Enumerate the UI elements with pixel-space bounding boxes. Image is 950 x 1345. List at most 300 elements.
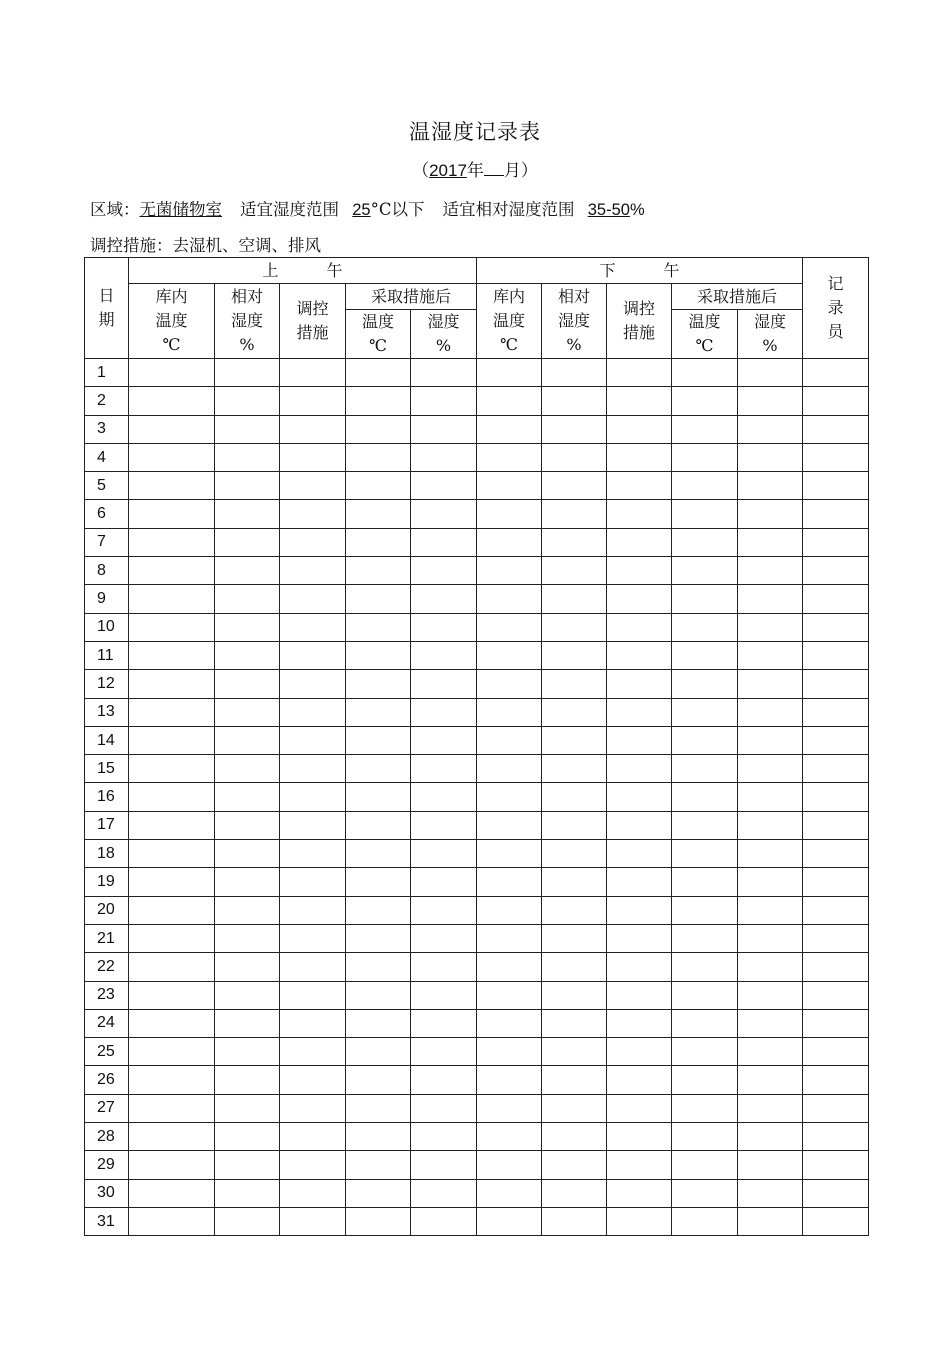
am-control-cell[interactable] [280, 443, 346, 471]
am-relative-humidity-cell[interactable] [215, 896, 280, 924]
am-control-cell[interactable] [280, 472, 346, 500]
am-after-humidity-cell[interactable] [411, 1066, 477, 1094]
pm-storage-temp-cell[interactable] [477, 528, 542, 556]
recorder-cell[interactable] [803, 1094, 869, 1122]
am-storage-temp-cell[interactable] [129, 840, 215, 868]
pm-relative-humidity-cell[interactable] [542, 528, 607, 556]
am-relative-humidity-cell[interactable] [215, 585, 280, 613]
pm-after-temp-cell[interactable] [672, 698, 738, 726]
period-year[interactable]: 2017 [429, 161, 467, 180]
pm-storage-temp-cell[interactable] [477, 1038, 542, 1066]
pm-after-humidity-cell[interactable] [738, 953, 803, 981]
pm-after-humidity-cell[interactable] [738, 868, 803, 896]
am-after-temp-cell[interactable] [346, 726, 411, 754]
pm-relative-humidity-cell[interactable] [542, 585, 607, 613]
am-relative-humidity-cell[interactable] [215, 387, 280, 415]
pm-after-temp-cell[interactable] [672, 1066, 738, 1094]
am-after-temp-cell[interactable] [346, 472, 411, 500]
am-control-cell[interactable] [280, 981, 346, 1009]
pm-after-humidity-cell[interactable] [738, 755, 803, 783]
am-relative-humidity-cell[interactable] [215, 783, 280, 811]
am-after-temp-cell[interactable] [346, 783, 411, 811]
am-after-humidity-cell[interactable] [411, 1123, 477, 1151]
pm-control-cell[interactable] [607, 868, 672, 896]
am-control-cell[interactable] [280, 1009, 346, 1037]
recorder-cell[interactable] [803, 613, 869, 641]
pm-after-temp-cell[interactable] [672, 500, 738, 528]
recorder-cell[interactable] [803, 1066, 869, 1094]
am-after-temp-cell[interactable] [346, 500, 411, 528]
am-after-temp-cell[interactable] [346, 415, 411, 443]
pm-storage-temp-cell[interactable] [477, 1207, 542, 1235]
recorder-cell[interactable] [803, 585, 869, 613]
pm-control-cell[interactable] [607, 924, 672, 952]
pm-after-temp-cell[interactable] [672, 1038, 738, 1066]
pm-after-humidity-cell[interactable] [738, 1038, 803, 1066]
am-after-temp-cell[interactable] [346, 585, 411, 613]
recorder-cell[interactable] [803, 924, 869, 952]
am-control-cell[interactable] [280, 698, 346, 726]
pm-control-cell[interactable] [607, 670, 672, 698]
am-relative-humidity-cell[interactable] [215, 1066, 280, 1094]
am-storage-temp-cell[interactable] [129, 472, 215, 500]
pm-control-cell[interactable] [607, 585, 672, 613]
am-control-cell[interactable] [280, 1066, 346, 1094]
am-storage-temp-cell[interactable] [129, 953, 215, 981]
pm-after-temp-cell[interactable] [672, 726, 738, 754]
pm-relative-humidity-cell[interactable] [542, 726, 607, 754]
am-storage-temp-cell[interactable] [129, 811, 215, 839]
recorder-cell[interactable] [803, 953, 869, 981]
pm-storage-temp-cell[interactable] [477, 896, 542, 924]
pm-relative-humidity-cell[interactable] [542, 981, 607, 1009]
pm-storage-temp-cell[interactable] [477, 755, 542, 783]
am-control-cell[interactable] [280, 415, 346, 443]
pm-control-cell[interactable] [607, 755, 672, 783]
am-control-cell[interactable] [280, 1123, 346, 1151]
pm-control-cell[interactable] [607, 613, 672, 641]
pm-storage-temp-cell[interactable] [477, 1094, 542, 1122]
pm-after-temp-cell[interactable] [672, 755, 738, 783]
am-storage-temp-cell[interactable] [129, 387, 215, 415]
pm-relative-humidity-cell[interactable] [542, 1151, 607, 1179]
recorder-cell[interactable] [803, 1179, 869, 1207]
pm-relative-humidity-cell[interactable] [542, 868, 607, 896]
am-storage-temp-cell[interactable] [129, 924, 215, 952]
am-after-humidity-cell[interactable] [411, 896, 477, 924]
am-after-temp-cell[interactable] [346, 1038, 411, 1066]
am-after-humidity-cell[interactable] [411, 811, 477, 839]
pm-storage-temp-cell[interactable] [477, 1151, 542, 1179]
pm-control-cell[interactable] [607, 840, 672, 868]
pm-after-humidity-cell[interactable] [738, 670, 803, 698]
pm-relative-humidity-cell[interactable] [542, 698, 607, 726]
pm-after-humidity-cell[interactable] [738, 924, 803, 952]
am-after-humidity-cell[interactable] [411, 472, 477, 500]
pm-control-cell[interactable] [607, 528, 672, 556]
pm-control-cell[interactable] [607, 698, 672, 726]
am-storage-temp-cell[interactable] [129, 557, 215, 585]
am-relative-humidity-cell[interactable] [215, 670, 280, 698]
am-control-cell[interactable] [280, 500, 346, 528]
am-relative-humidity-cell[interactable] [215, 613, 280, 641]
am-storage-temp-cell[interactable] [129, 1009, 215, 1037]
am-storage-temp-cell[interactable] [129, 613, 215, 641]
pm-control-cell[interactable] [607, 1066, 672, 1094]
pm-control-cell[interactable] [607, 443, 672, 471]
am-control-cell[interactable] [280, 359, 346, 387]
pm-control-cell[interactable] [607, 726, 672, 754]
pm-after-temp-cell[interactable] [672, 387, 738, 415]
pm-storage-temp-cell[interactable] [477, 726, 542, 754]
am-storage-temp-cell[interactable] [129, 755, 215, 783]
pm-relative-humidity-cell[interactable] [542, 1094, 607, 1122]
pm-control-cell[interactable] [607, 896, 672, 924]
pm-control-cell[interactable] [607, 1009, 672, 1037]
pm-relative-humidity-cell[interactable] [542, 783, 607, 811]
am-storage-temp-cell[interactable] [129, 359, 215, 387]
am-after-temp-cell[interactable] [346, 641, 411, 669]
recorder-cell[interactable] [803, 1038, 869, 1066]
am-after-temp-cell[interactable] [346, 1179, 411, 1207]
am-after-humidity-cell[interactable] [411, 641, 477, 669]
pm-control-cell[interactable] [607, 641, 672, 669]
am-after-temp-cell[interactable] [346, 1123, 411, 1151]
am-control-cell[interactable] [280, 613, 346, 641]
pm-storage-temp-cell[interactable] [477, 924, 542, 952]
am-control-cell[interactable] [280, 868, 346, 896]
am-after-humidity-cell[interactable] [411, 840, 477, 868]
pm-after-humidity-cell[interactable] [738, 613, 803, 641]
recorder-cell[interactable] [803, 896, 869, 924]
am-control-cell[interactable] [280, 1151, 346, 1179]
am-relative-humidity-cell[interactable] [215, 868, 280, 896]
temp-range-value[interactable]: 25 [352, 201, 371, 219]
pm-control-cell[interactable] [607, 387, 672, 415]
am-storage-temp-cell[interactable] [129, 1179, 215, 1207]
area-value[interactable]: 无菌储物室 [139, 200, 222, 219]
pm-after-humidity-cell[interactable] [738, 415, 803, 443]
am-relative-humidity-cell[interactable] [215, 755, 280, 783]
pm-relative-humidity-cell[interactable] [542, 613, 607, 641]
am-after-temp-cell[interactable] [346, 1009, 411, 1037]
am-after-humidity-cell[interactable] [411, 953, 477, 981]
pm-after-temp-cell[interactable] [672, 840, 738, 868]
am-control-cell[interactable] [280, 924, 346, 952]
am-control-cell[interactable] [280, 670, 346, 698]
pm-storage-temp-cell[interactable] [477, 868, 542, 896]
pm-after-temp-cell[interactable] [672, 585, 738, 613]
pm-control-cell[interactable] [607, 472, 672, 500]
am-after-humidity-cell[interactable] [411, 500, 477, 528]
pm-after-humidity-cell[interactable] [738, 1179, 803, 1207]
am-storage-temp-cell[interactable] [129, 528, 215, 556]
pm-storage-temp-cell[interactable] [477, 1179, 542, 1207]
recorder-cell[interactable] [803, 726, 869, 754]
pm-after-temp-cell[interactable] [672, 1123, 738, 1151]
am-after-temp-cell[interactable] [346, 387, 411, 415]
pm-after-temp-cell[interactable] [672, 981, 738, 1009]
pm-relative-humidity-cell[interactable] [542, 387, 607, 415]
pm-storage-temp-cell[interactable] [477, 698, 542, 726]
pm-after-temp-cell[interactable] [672, 1009, 738, 1037]
pm-storage-temp-cell[interactable] [477, 953, 542, 981]
pm-after-temp-cell[interactable] [672, 1179, 738, 1207]
am-control-cell[interactable] [280, 1038, 346, 1066]
pm-storage-temp-cell[interactable] [477, 613, 542, 641]
pm-control-cell[interactable] [607, 1179, 672, 1207]
recorder-cell[interactable] [803, 443, 869, 471]
pm-storage-temp-cell[interactable] [477, 641, 542, 669]
recorder-cell[interactable] [803, 1207, 869, 1235]
am-after-humidity-cell[interactable] [411, 557, 477, 585]
am-after-temp-cell[interactable] [346, 557, 411, 585]
am-after-humidity-cell[interactable] [411, 1009, 477, 1037]
pm-relative-humidity-cell[interactable] [542, 1123, 607, 1151]
am-after-humidity-cell[interactable] [411, 359, 477, 387]
am-control-cell[interactable] [280, 953, 346, 981]
am-storage-temp-cell[interactable] [129, 585, 215, 613]
pm-relative-humidity-cell[interactable] [542, 840, 607, 868]
am-storage-temp-cell[interactable] [129, 1123, 215, 1151]
am-after-humidity-cell[interactable] [411, 585, 477, 613]
am-after-temp-cell[interactable] [346, 811, 411, 839]
recorder-cell[interactable] [803, 472, 869, 500]
pm-after-humidity-cell[interactable] [738, 1151, 803, 1179]
am-relative-humidity-cell[interactable] [215, 981, 280, 1009]
pm-relative-humidity-cell[interactable] [542, 924, 607, 952]
am-relative-humidity-cell[interactable] [215, 1179, 280, 1207]
pm-after-temp-cell[interactable] [672, 924, 738, 952]
am-after-temp-cell[interactable] [346, 1066, 411, 1094]
pm-after-humidity-cell[interactable] [738, 1066, 803, 1094]
am-control-cell[interactable] [280, 387, 346, 415]
pm-storage-temp-cell[interactable] [477, 443, 542, 471]
recorder-cell[interactable] [803, 415, 869, 443]
pm-after-humidity-cell[interactable] [738, 840, 803, 868]
pm-after-humidity-cell[interactable] [738, 359, 803, 387]
pm-storage-temp-cell[interactable] [477, 415, 542, 443]
am-storage-temp-cell[interactable] [129, 641, 215, 669]
am-after-humidity-cell[interactable] [411, 613, 477, 641]
recorder-cell[interactable] [803, 755, 869, 783]
am-after-temp-cell[interactable] [346, 953, 411, 981]
am-after-temp-cell[interactable] [346, 443, 411, 471]
pm-after-humidity-cell[interactable] [738, 783, 803, 811]
pm-control-cell[interactable] [607, 953, 672, 981]
am-after-temp-cell[interactable] [346, 613, 411, 641]
pm-control-cell[interactable] [607, 415, 672, 443]
am-relative-humidity-cell[interactable] [215, 698, 280, 726]
recorder-cell[interactable] [803, 387, 869, 415]
am-after-humidity-cell[interactable] [411, 755, 477, 783]
am-control-cell[interactable] [280, 726, 346, 754]
pm-after-temp-cell[interactable] [672, 613, 738, 641]
am-storage-temp-cell[interactable] [129, 896, 215, 924]
recorder-cell[interactable] [803, 868, 869, 896]
pm-storage-temp-cell[interactable] [477, 359, 542, 387]
am-storage-temp-cell[interactable] [129, 443, 215, 471]
am-after-humidity-cell[interactable] [411, 981, 477, 1009]
pm-after-temp-cell[interactable] [672, 443, 738, 471]
am-relative-humidity-cell[interactable] [215, 953, 280, 981]
pm-relative-humidity-cell[interactable] [542, 472, 607, 500]
pm-control-cell[interactable] [607, 811, 672, 839]
am-control-cell[interactable] [280, 811, 346, 839]
pm-control-cell[interactable] [607, 783, 672, 811]
humidity-range-value[interactable]: 35-50 [587, 201, 630, 219]
recorder-cell[interactable] [803, 528, 869, 556]
am-after-humidity-cell[interactable] [411, 443, 477, 471]
am-relative-humidity-cell[interactable] [215, 1123, 280, 1151]
am-after-temp-cell[interactable] [346, 896, 411, 924]
recorder-cell[interactable] [803, 981, 869, 1009]
am-after-humidity-cell[interactable] [411, 1094, 477, 1122]
am-control-cell[interactable] [280, 585, 346, 613]
am-control-cell[interactable] [280, 783, 346, 811]
am-relative-humidity-cell[interactable] [215, 1207, 280, 1235]
am-after-temp-cell[interactable] [346, 755, 411, 783]
pm-after-temp-cell[interactable] [672, 953, 738, 981]
pm-after-temp-cell[interactable] [672, 811, 738, 839]
recorder-cell[interactable] [803, 811, 869, 839]
am-after-humidity-cell[interactable] [411, 726, 477, 754]
am-storage-temp-cell[interactable] [129, 670, 215, 698]
pm-after-temp-cell[interactable] [672, 1094, 738, 1122]
am-relative-humidity-cell[interactable] [215, 1094, 280, 1122]
am-after-humidity-cell[interactable] [411, 1038, 477, 1066]
pm-control-cell[interactable] [607, 981, 672, 1009]
pm-control-cell[interactable] [607, 557, 672, 585]
am-control-cell[interactable] [280, 840, 346, 868]
am-after-temp-cell[interactable] [346, 1094, 411, 1122]
am-relative-humidity-cell[interactable] [215, 1151, 280, 1179]
am-after-temp-cell[interactable] [346, 981, 411, 1009]
recorder-cell[interactable] [803, 1123, 869, 1151]
am-relative-humidity-cell[interactable] [215, 443, 280, 471]
pm-after-humidity-cell[interactable] [738, 585, 803, 613]
pm-relative-humidity-cell[interactable] [542, 811, 607, 839]
pm-relative-humidity-cell[interactable] [542, 896, 607, 924]
pm-relative-humidity-cell[interactable] [542, 1009, 607, 1037]
am-storage-temp-cell[interactable] [129, 1207, 215, 1235]
am-after-temp-cell[interactable] [346, 868, 411, 896]
pm-storage-temp-cell[interactable] [477, 472, 542, 500]
am-after-temp-cell[interactable] [346, 840, 411, 868]
pm-relative-humidity-cell[interactable] [542, 500, 607, 528]
am-storage-temp-cell[interactable] [129, 783, 215, 811]
pm-after-temp-cell[interactable] [672, 1207, 738, 1235]
am-storage-temp-cell[interactable] [129, 1066, 215, 1094]
pm-control-cell[interactable] [607, 1151, 672, 1179]
pm-after-temp-cell[interactable] [672, 641, 738, 669]
pm-after-temp-cell[interactable] [672, 670, 738, 698]
pm-after-temp-cell[interactable] [672, 896, 738, 924]
pm-after-humidity-cell[interactable] [738, 528, 803, 556]
pm-storage-temp-cell[interactable] [477, 557, 542, 585]
pm-after-temp-cell[interactable] [672, 1151, 738, 1179]
am-after-temp-cell[interactable] [346, 670, 411, 698]
am-after-temp-cell[interactable] [346, 528, 411, 556]
recorder-cell[interactable] [803, 359, 869, 387]
am-control-cell[interactable] [280, 557, 346, 585]
pm-after-temp-cell[interactable] [672, 868, 738, 896]
recorder-cell[interactable] [803, 670, 869, 698]
am-control-cell[interactable] [280, 1094, 346, 1122]
pm-relative-humidity-cell[interactable] [542, 1038, 607, 1066]
am-storage-temp-cell[interactable] [129, 1038, 215, 1066]
pm-after-temp-cell[interactable] [672, 528, 738, 556]
am-after-temp-cell[interactable] [346, 924, 411, 952]
pm-after-humidity-cell[interactable] [738, 896, 803, 924]
pm-relative-humidity-cell[interactable] [542, 670, 607, 698]
pm-after-temp-cell[interactable] [672, 783, 738, 811]
am-control-cell[interactable] [280, 641, 346, 669]
pm-storage-temp-cell[interactable] [477, 670, 542, 698]
am-after-humidity-cell[interactable] [411, 1151, 477, 1179]
pm-relative-humidity-cell[interactable] [542, 443, 607, 471]
pm-after-humidity-cell[interactable] [738, 472, 803, 500]
pm-relative-humidity-cell[interactable] [542, 755, 607, 783]
am-storage-temp-cell[interactable] [129, 726, 215, 754]
recorder-cell[interactable] [803, 557, 869, 585]
am-relative-humidity-cell[interactable] [215, 811, 280, 839]
pm-storage-temp-cell[interactable] [477, 1009, 542, 1037]
am-control-cell[interactable] [280, 1207, 346, 1235]
pm-after-temp-cell[interactable] [672, 472, 738, 500]
am-relative-humidity-cell[interactable] [215, 840, 280, 868]
am-storage-temp-cell[interactable] [129, 698, 215, 726]
pm-after-humidity-cell[interactable] [738, 1123, 803, 1151]
pm-storage-temp-cell[interactable] [477, 1123, 542, 1151]
pm-relative-humidity-cell[interactable] [542, 953, 607, 981]
am-after-humidity-cell[interactable] [411, 783, 477, 811]
am-storage-temp-cell[interactable] [129, 500, 215, 528]
am-relative-humidity-cell[interactable] [215, 359, 280, 387]
period-month-blank[interactable] [484, 161, 504, 176]
pm-storage-temp-cell[interactable] [477, 1066, 542, 1094]
pm-control-cell[interactable] [607, 1123, 672, 1151]
pm-storage-temp-cell[interactable] [477, 783, 542, 811]
pm-after-humidity-cell[interactable] [738, 726, 803, 754]
recorder-cell[interactable] [803, 698, 869, 726]
am-after-humidity-cell[interactable] [411, 868, 477, 896]
pm-relative-humidity-cell[interactable] [542, 1179, 607, 1207]
recorder-cell[interactable] [803, 1151, 869, 1179]
pm-control-cell[interactable] [607, 1094, 672, 1122]
recorder-cell[interactable] [803, 500, 869, 528]
pm-control-cell[interactable] [607, 1038, 672, 1066]
am-relative-humidity-cell[interactable] [215, 726, 280, 754]
pm-after-humidity-cell[interactable] [738, 1094, 803, 1122]
am-storage-temp-cell[interactable] [129, 415, 215, 443]
pm-after-humidity-cell[interactable] [738, 698, 803, 726]
am-after-humidity-cell[interactable] [411, 698, 477, 726]
pm-after-humidity-cell[interactable] [738, 811, 803, 839]
am-storage-temp-cell[interactable] [129, 868, 215, 896]
pm-after-temp-cell[interactable] [672, 415, 738, 443]
am-control-cell[interactable] [280, 755, 346, 783]
pm-after-temp-cell[interactable] [672, 557, 738, 585]
am-after-humidity-cell[interactable] [411, 415, 477, 443]
pm-relative-humidity-cell[interactable] [542, 415, 607, 443]
pm-after-temp-cell[interactable] [672, 359, 738, 387]
am-relative-humidity-cell[interactable] [215, 472, 280, 500]
pm-after-humidity-cell[interactable] [738, 981, 803, 1009]
pm-storage-temp-cell[interactable] [477, 840, 542, 868]
am-control-cell[interactable] [280, 896, 346, 924]
pm-control-cell[interactable] [607, 500, 672, 528]
